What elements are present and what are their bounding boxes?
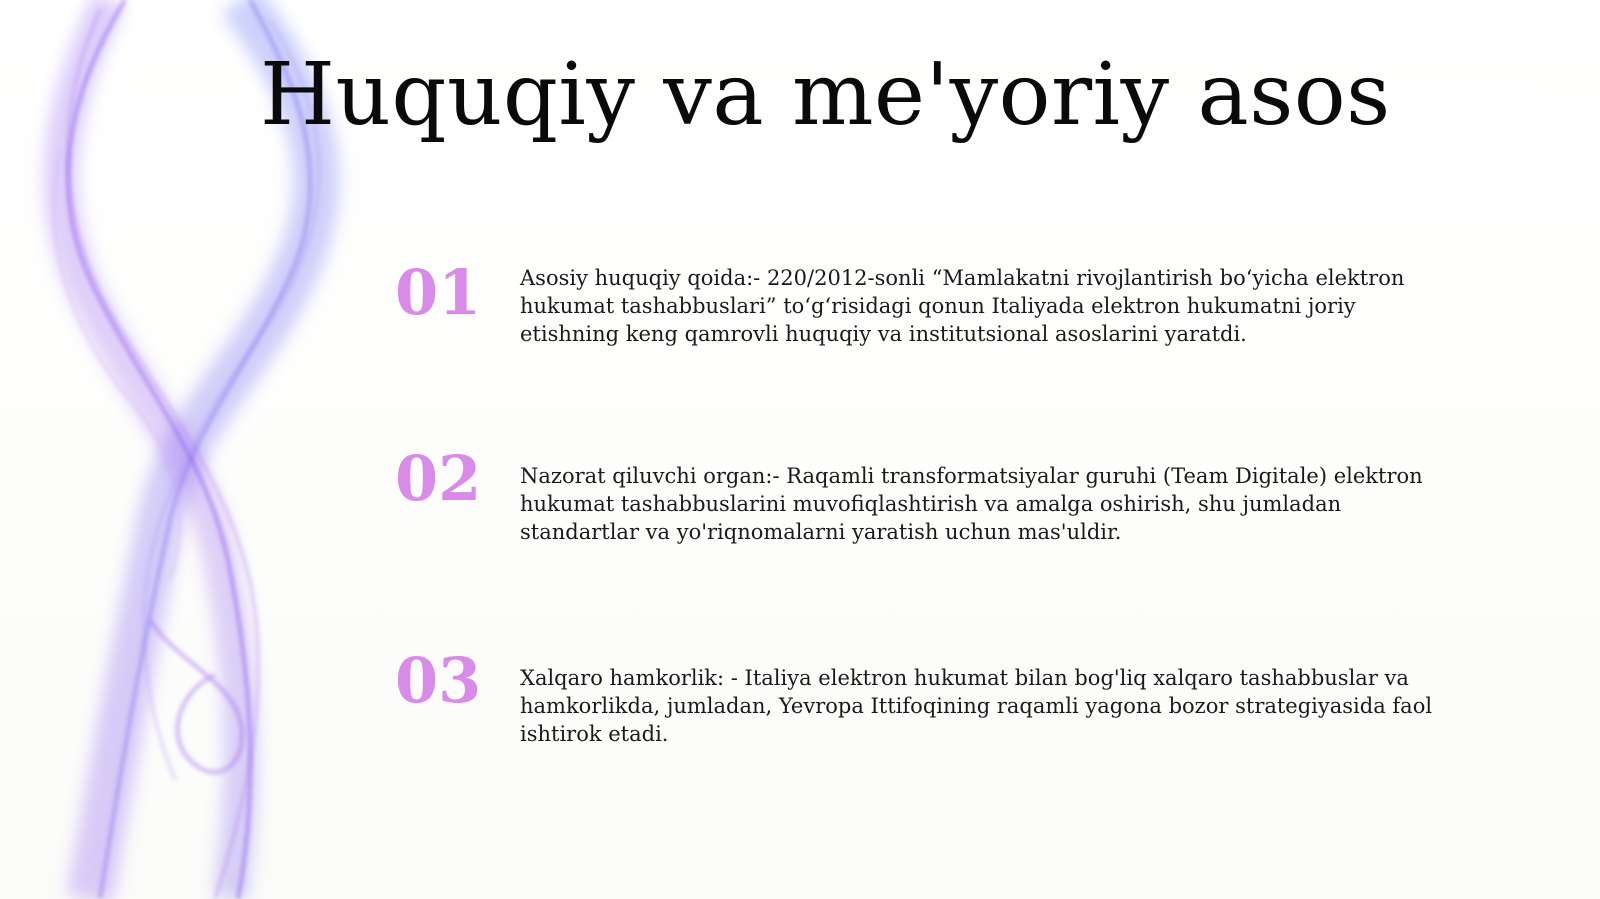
item-number: 02 xyxy=(395,442,482,515)
item-number: 03 xyxy=(395,644,482,717)
item-text: Nazorat qiluvchi organ:- Raqamli transformatsiyalar guruhi (Team Digitale) elektron hukumat tashabbuslarini muvofiqlashtirish va amalga oshirish, shu jumladan standartlar va yo'riqnomalarni yaratish uchun mas'uldir. xyxy=(520,464,1423,544)
item-text: Xalqaro hamkorlik: - Italiya elektron hukumat bilan bog'liq xalqaro tashabbuslar va hamkorlikda, jumladan, Yevropa Ittifoqining raqamli yagona bozor strategiyasida faol ishtirok etadi. xyxy=(520,666,1433,746)
item-number: 01 xyxy=(395,256,482,329)
slide-title: Huquqiy va me'yoriy asos xyxy=(260,45,1391,145)
item-text: Asosiy huquqiy qoida:- 220/2012-sonli “Mamlakatni rivojlantirish bo‘yicha elektron hukumat tashabbuslari” to‘g‘risidagi qonun Italiyada elektron hukumatni joriy etishning keng qamrovli huquqiy va institutsional asoslarini yaratdi. xyxy=(520,266,1405,346)
